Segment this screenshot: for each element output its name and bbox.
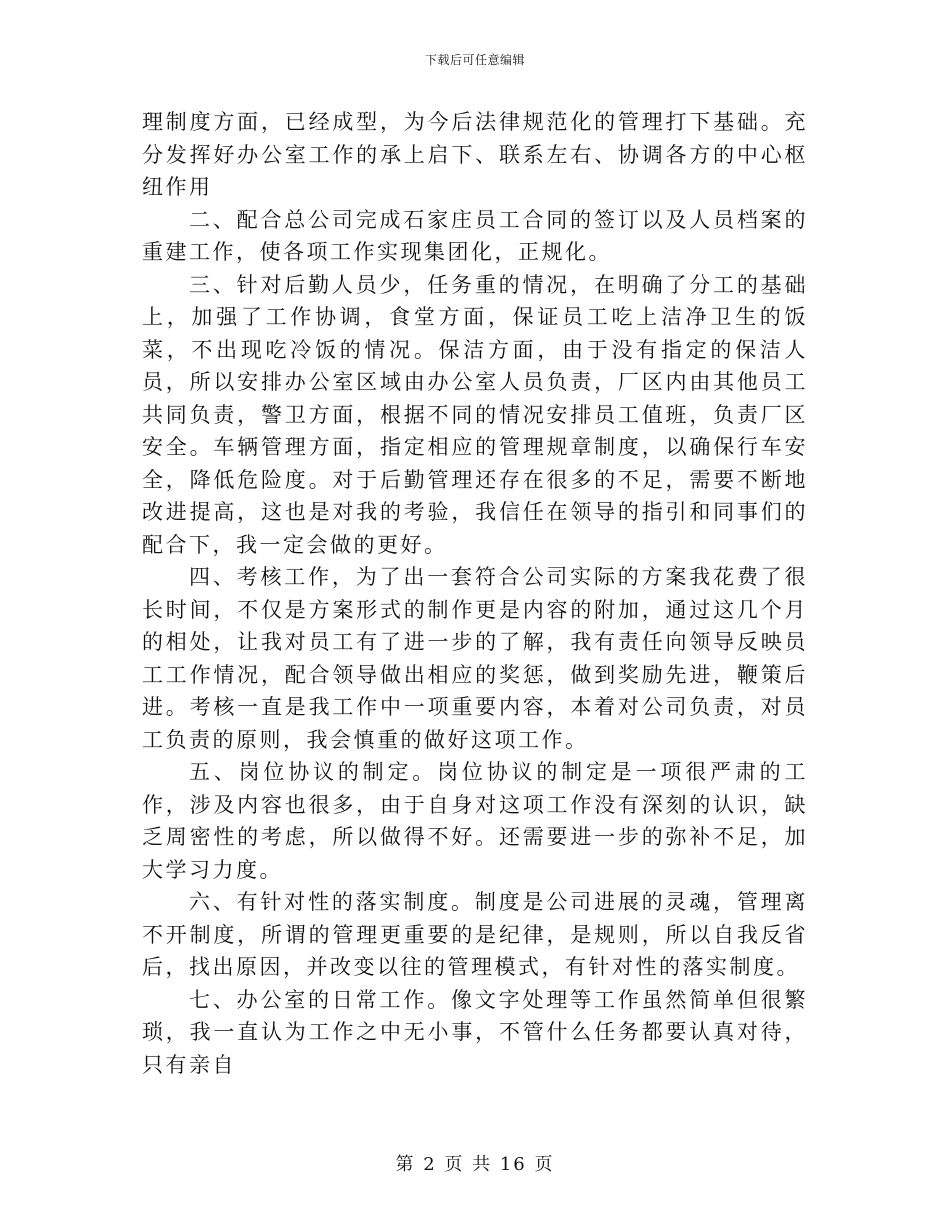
paragraph-item-7: 七、办公室的日常工作。像文字处理等工作虽然简单但很繁琐，我一直认为工作之中无小事，不管什么任务都要认真对待，只有亲自 [142,987,808,1077]
paragraph-item-6: 六、有针对性的落实制度。制度是公司进展的灵魂，管理离不开制度，所谓的管理更重要的是纪律，是规则，所以自我反省后，找出原因，并改变以往的管理模式，有针对性的落实制度。 [142,890,808,979]
paragraph-item-4: 四、考核工作，为了出一套符合公司实际的方案我花费了很长时间，不仅是方案形式的制作更是内容的附加，通过这几个月的相处，让我对员工有了进一步的了解，我有责任向领导反映员工工作情况，配合领导做出相应的奖惩，做到奖励先进，鞭策后进。考核一直是我工作中一项重要内容，本着对公司负责，对员工负责的原则，我会慎重的做好这项工作。 [142,565,808,752]
paragraph-continuation: 理制度方面，已经成型，为今后法律规范化的管理打下基础。充分发挥好办公室工作的承上启下、联系左右、协调各方的中心枢纽作用 [142,110,808,199]
page-number-footer: 第 2 页 共 16 页 [395,1154,555,1175]
document-body [142,106,808,1081]
page-header-note: 下载后可任意编辑 [424,53,525,67]
paragraph-item-3: 三、针对后勤人员少，任务重的情况，在明确了分工的基础上，加强了工作协调，食堂方面，保证员工吃上洁净卫生的饭菜，不出现吃冷饭的情况。保洁方面，由于没有指定的保洁人员，所以安排办公室区域由办公室人员负责，厂区内由其他员工共同负责，警卫方面，根据不同的情况安排员工值班，负责厂区安全。车辆管理方面，指定相应的管理规章制度，以确保行车安全，降低危险度。对于后勤管理还存在很多的不足，需要不断地改进提高，这也是对我的考验，我信任在领导的指引和同事们的配合下，我一定会做的更好。 [142,272,808,557]
paragraph-item-2: 二、配合总公司完成石家庄员工合同的签订以及人员档案的重建工作，使各项工作实现集团化，正规化。 [142,207,808,264]
paragraph-item-5: 五、岗位协议的制定。岗位协议的制定是一项很严肃的工作，涉及内容也很多，由于自身对这项工作没有深刻的认识，缺乏周密性的考虑，所以做得不好。还需要进一步的弥补不足，加大学习力度。 [142,760,808,882]
